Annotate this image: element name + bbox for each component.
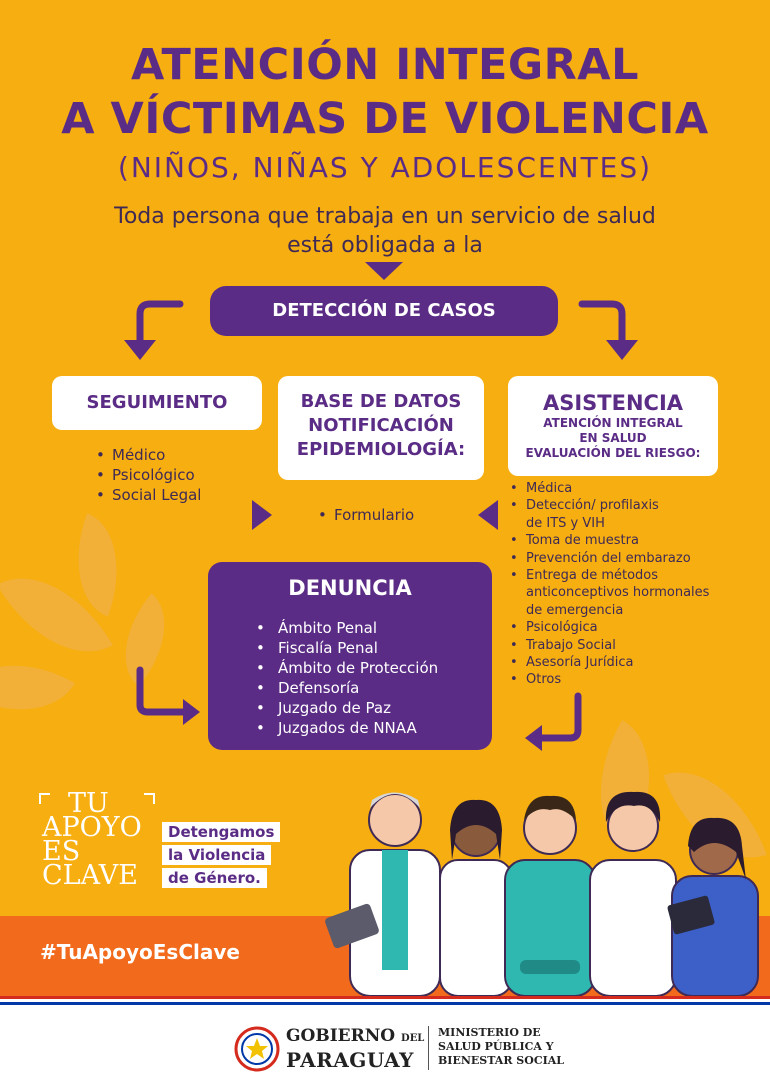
title-line-2: A VÍCTIMAS DE VIOLENCIA — [61, 94, 709, 144]
base-datos-line-1: BASE DE DATOS — [300, 391, 462, 412]
right-triangle-icon — [252, 500, 272, 530]
list-item: • Formulario — [318, 505, 414, 525]
bottom-left-arrow-icon — [140, 670, 185, 712]
list-item: • Juzgados de NNAA — [256, 718, 438, 738]
list-item: • Psicológico — [96, 465, 201, 485]
slogan-line: de Género. — [162, 868, 267, 888]
list-item: • Ámbito Penal — [256, 618, 438, 638]
health-workers-illustration — [300, 760, 770, 996]
footer-divider — [428, 1026, 429, 1070]
title-line-1: ATENCIÓN INTEGRAL — [131, 40, 639, 90]
slogan-line: la Violencia — [162, 845, 271, 865]
nurse-icon — [505, 796, 595, 996]
doctor-icon — [324, 793, 440, 997]
list-item: • Psicológica — [510, 619, 765, 636]
doctor-icon — [590, 792, 676, 996]
ministry-line: BIENESTAR SOCIAL — [438, 1054, 564, 1067]
subtitle: (NIÑOS, NIÑAS Y ADOLESCENTES) — [117, 151, 653, 184]
intro-line-2: está obligada a la — [287, 233, 483, 258]
list-item: • Prevención del embarazo — [510, 550, 765, 567]
asistencia-title: ASISTENCIA — [542, 391, 684, 415]
logo-line: CLAVE — [42, 860, 138, 891]
base-datos-line-3: EPIDEMIOLOGÍA: — [296, 439, 466, 460]
logo-line: TU — [68, 788, 109, 819]
asistencia-sub-2: EN SALUD — [579, 431, 647, 445]
asistencia-box — [508, 376, 718, 476]
ministry-line: SALUD PÚBLICA Y — [438, 1040, 554, 1053]
list-item: • Entrega de métodos — [510, 567, 765, 584]
footer — [0, 996, 770, 1089]
doctor-icon — [440, 800, 512, 996]
list-item: de emergencia — [526, 602, 624, 618]
left-curve-arrow-icon — [140, 304, 180, 342]
list-item: • Detección/ profilaxis — [510, 497, 765, 514]
ministry-line: MINISTERIO DE — [438, 1026, 541, 1039]
logo-line: ES — [42, 836, 81, 867]
list-item: • Médico — [96, 445, 201, 465]
ministry-name — [438, 1026, 564, 1068]
list-item: • Defensoría — [256, 678, 438, 698]
list-item: anticonceptivos hormonales — [526, 585, 710, 601]
list-item: • Médica — [510, 480, 765, 497]
list-item: • Toma de muestra — [510, 532, 765, 549]
list-item: • Juzgado de Paz — [256, 698, 438, 718]
gov-name — [286, 1026, 424, 1071]
base-datos-list — [318, 505, 414, 525]
gov-line-1: GOBIERNO — [286, 1026, 396, 1046]
list-item: • Otros — [510, 671, 765, 688]
gov-del: DEL — [401, 1033, 425, 1044]
list-item: • Ámbito de Protección — [256, 658, 438, 678]
gov-line-2: PARAGUAY — [286, 1048, 414, 1072]
right-curve-arrow-icon — [582, 304, 622, 342]
seguimiento-box — [52, 376, 262, 430]
detection-pill — [210, 286, 558, 336]
slogan-line: Detengamos — [162, 822, 280, 842]
logo-line: APOYO — [42, 812, 142, 843]
down-arrow-icon — [365, 262, 403, 280]
bottom-right-arrow-icon — [540, 696, 578, 738]
paraguay-seal-icon — [234, 1026, 280, 1072]
flag-stripe — [0, 1002, 770, 1005]
hashtag: #TuApoyoEsClave — [40, 940, 240, 964]
seguimiento-list — [96, 445, 201, 505]
asistencia-sub-1: ATENCIÓN INTEGRAL — [543, 416, 683, 430]
denuncia-list — [256, 618, 438, 738]
doctor-icon — [667, 818, 758, 996]
denuncia-box — [208, 562, 492, 750]
campaign-logo — [38, 788, 156, 891]
list-item: • Social Legal — [96, 485, 201, 505]
slogan — [162, 822, 280, 888]
denuncia-title: DENUNCIA — [288, 576, 412, 600]
list-item: • Fiscalía Penal — [256, 638, 438, 658]
asistencia-sub-3: EVALUACIÓN DEL RIESGO: — [525, 446, 701, 460]
left-triangle-icon — [478, 500, 498, 530]
list-item: de ITS y VIH — [526, 515, 605, 531]
asistencia-list — [510, 480, 765, 689]
logo-text — [42, 788, 142, 891]
seguimiento-title: SEGUIMIENTO — [86, 392, 228, 413]
list-item: • Trabajo Social — [510, 637, 765, 654]
base-datos-line-2: NOTIFICACIÓN — [308, 415, 454, 436]
base-datos-box — [278, 376, 484, 480]
detection-label: DETECCIÓN DE CASOS — [272, 300, 496, 321]
intro-line-1: Toda persona que trabaja en un servicio de salud — [114, 204, 656, 229]
list-item: • Asesoría Jurídica — [510, 654, 765, 671]
